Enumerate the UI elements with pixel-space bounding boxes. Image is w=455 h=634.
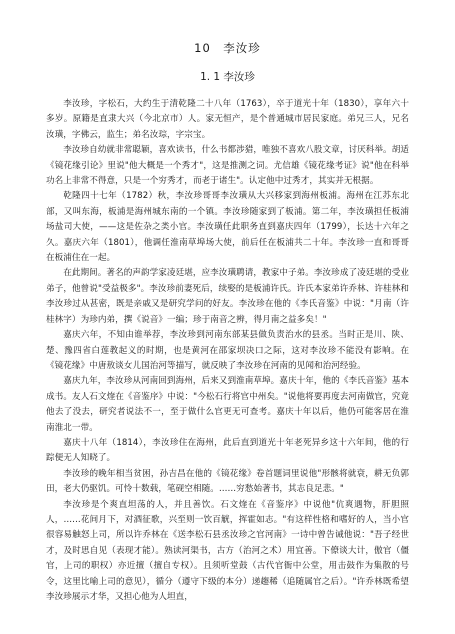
paragraph: 乾隆四十七年（1782）秋，李汝珍哥哥李汝璜从大兴移家到海州板浦。海州在江苏东北部，又叫东海，板浦是海州城东南的一个镇。李汝珍随家到了板浦。第二年，李汝璜担任板浦场盐司大使，——这是佐杂之类小官。李汝璜任此职务直到嘉庆四年（1799），长达十六年之久。嘉庆六年（1801），他调任淮南草埠场大使，前后任在板浦共二十年。李汝珍一直和哥哥在板浦住在一起。 [46,191,409,264]
section-title: 1. 1 李汝珍 [200,71,255,83]
paragraph: 李汝珍自幼就非常聪颖，喜欢读书，什么书都涉猎，唯独不喜欢八股文章，讨厌科举。胡适《镜花缘引论》里说"他大概是一个秀才"，这是推测之词。尤信雄《镜花缘考证》说"他在科举功名上非常不得意，只是一个穷秀才，而老于诸生"。认定他中过秀才，其实并无根据。 [46,145,409,187]
paragraph: 嘉庆六年，不知由谁举荐，李汝珍到河南东部某县做负责治水的县丞。当时正是川、陕、楚、豫四省白莲教起义的时期，也是黄河在邵家坝决口之际，这对李汝珍不能没有影响。在《镜花缘》中唐敖谈女儿国治河等描写，就反映了李汝珍在河南的见闻和治河经验。 [46,330,409,371]
paragraph: 李汝珍是个爽直坦荡的人，并且善饮。石文煃在《音鉴序》中说他"伉爽遇物，肝胆照人，……花间月下，对酒征歌，兴至则一饮百觥，挥霍如志。"有这样性格和嗜好的人，当小官很容易触怒上司，所以许乔林在《送李松石县丞汝珍之官河南》一诗中曾告诫他说："吾子经世才，及时思自见（表现才能）。熟读河渠书，古方（治河之术）用宜善。下僚谈大计，傲官（僵官，上司的职权）亦近擅（擅自专权）。且须听堂鼓（古代官衙中公堂，用击鼓作为集散的号令，这里比喻上司的意见），循分（遵守下级的本分）递趨稀（追随属官之后）。"许乔林既希望李汝珍展示才华，又担心他为人坦直， [46,499,409,602]
paragraph: 嘉庆九年，李汝珍从河南回到海州，后来又到淮南草埠。嘉庆十年，他的《李氏音鉴》基本成书。友人石文煃在《音鉴序》中说："今松石行将官中州矣。"说他将要再度去河南做官，究竟他去了没去，研究者说法不一，至于做什么官更无可查考。嘉庆十年以后，他仍可能客居在淮南淮北一带。 [46,376,409,433]
paragraph: 李汝珍的晚年相当贫困，孙吉昌在他的《镜花缘》卷首题词里说他"形骸将就衰，耕无负郭田，老大仍驱饥。可怜十数载，笔砚空相随。……穷愁始著书，其志良足悲。" [46,468,409,495]
paragraph: 李汝珍，字松石，大约生于清乾隆二十八年（1763），卒于道光十年（1830），享年六十多岁。原籍是直隶大兴（今北京市）人。家无恒产，是个普通城市居民家庭。弟兄三人，兄名汝璜，字佛云，监生；弟名汝琮，字宗宝。 [46,99,409,140]
chapter-title: 10 李汝珍 [194,41,261,55]
paragraph: 嘉庆十八年（1814），李汝珍住在海州，此后直到道光十年老死异乡这十六年间，他的行踪便无人知晓了。 [46,437,409,464]
body-text [46,97,409,605]
paragraph: 在此期间。著名的声韵学家凌廷堪，应李汝璜聘请，教家中子弟。李汝珍成了凌廷堪的受业弟子，他曾说"受益极多"。李汝珍前妻死后，续娶的是板浦许氏。许氏本家弟许乔林、许桂林和李汝珍过从甚密，既是亲戚又是研究学问的好友。李汝珍在他的《李氏音鉴》中说："月南（许桂林字）为珍内弟，撰《说音》一编；珍于南音之辨，得月南之益多矣！" [46,268,409,325]
